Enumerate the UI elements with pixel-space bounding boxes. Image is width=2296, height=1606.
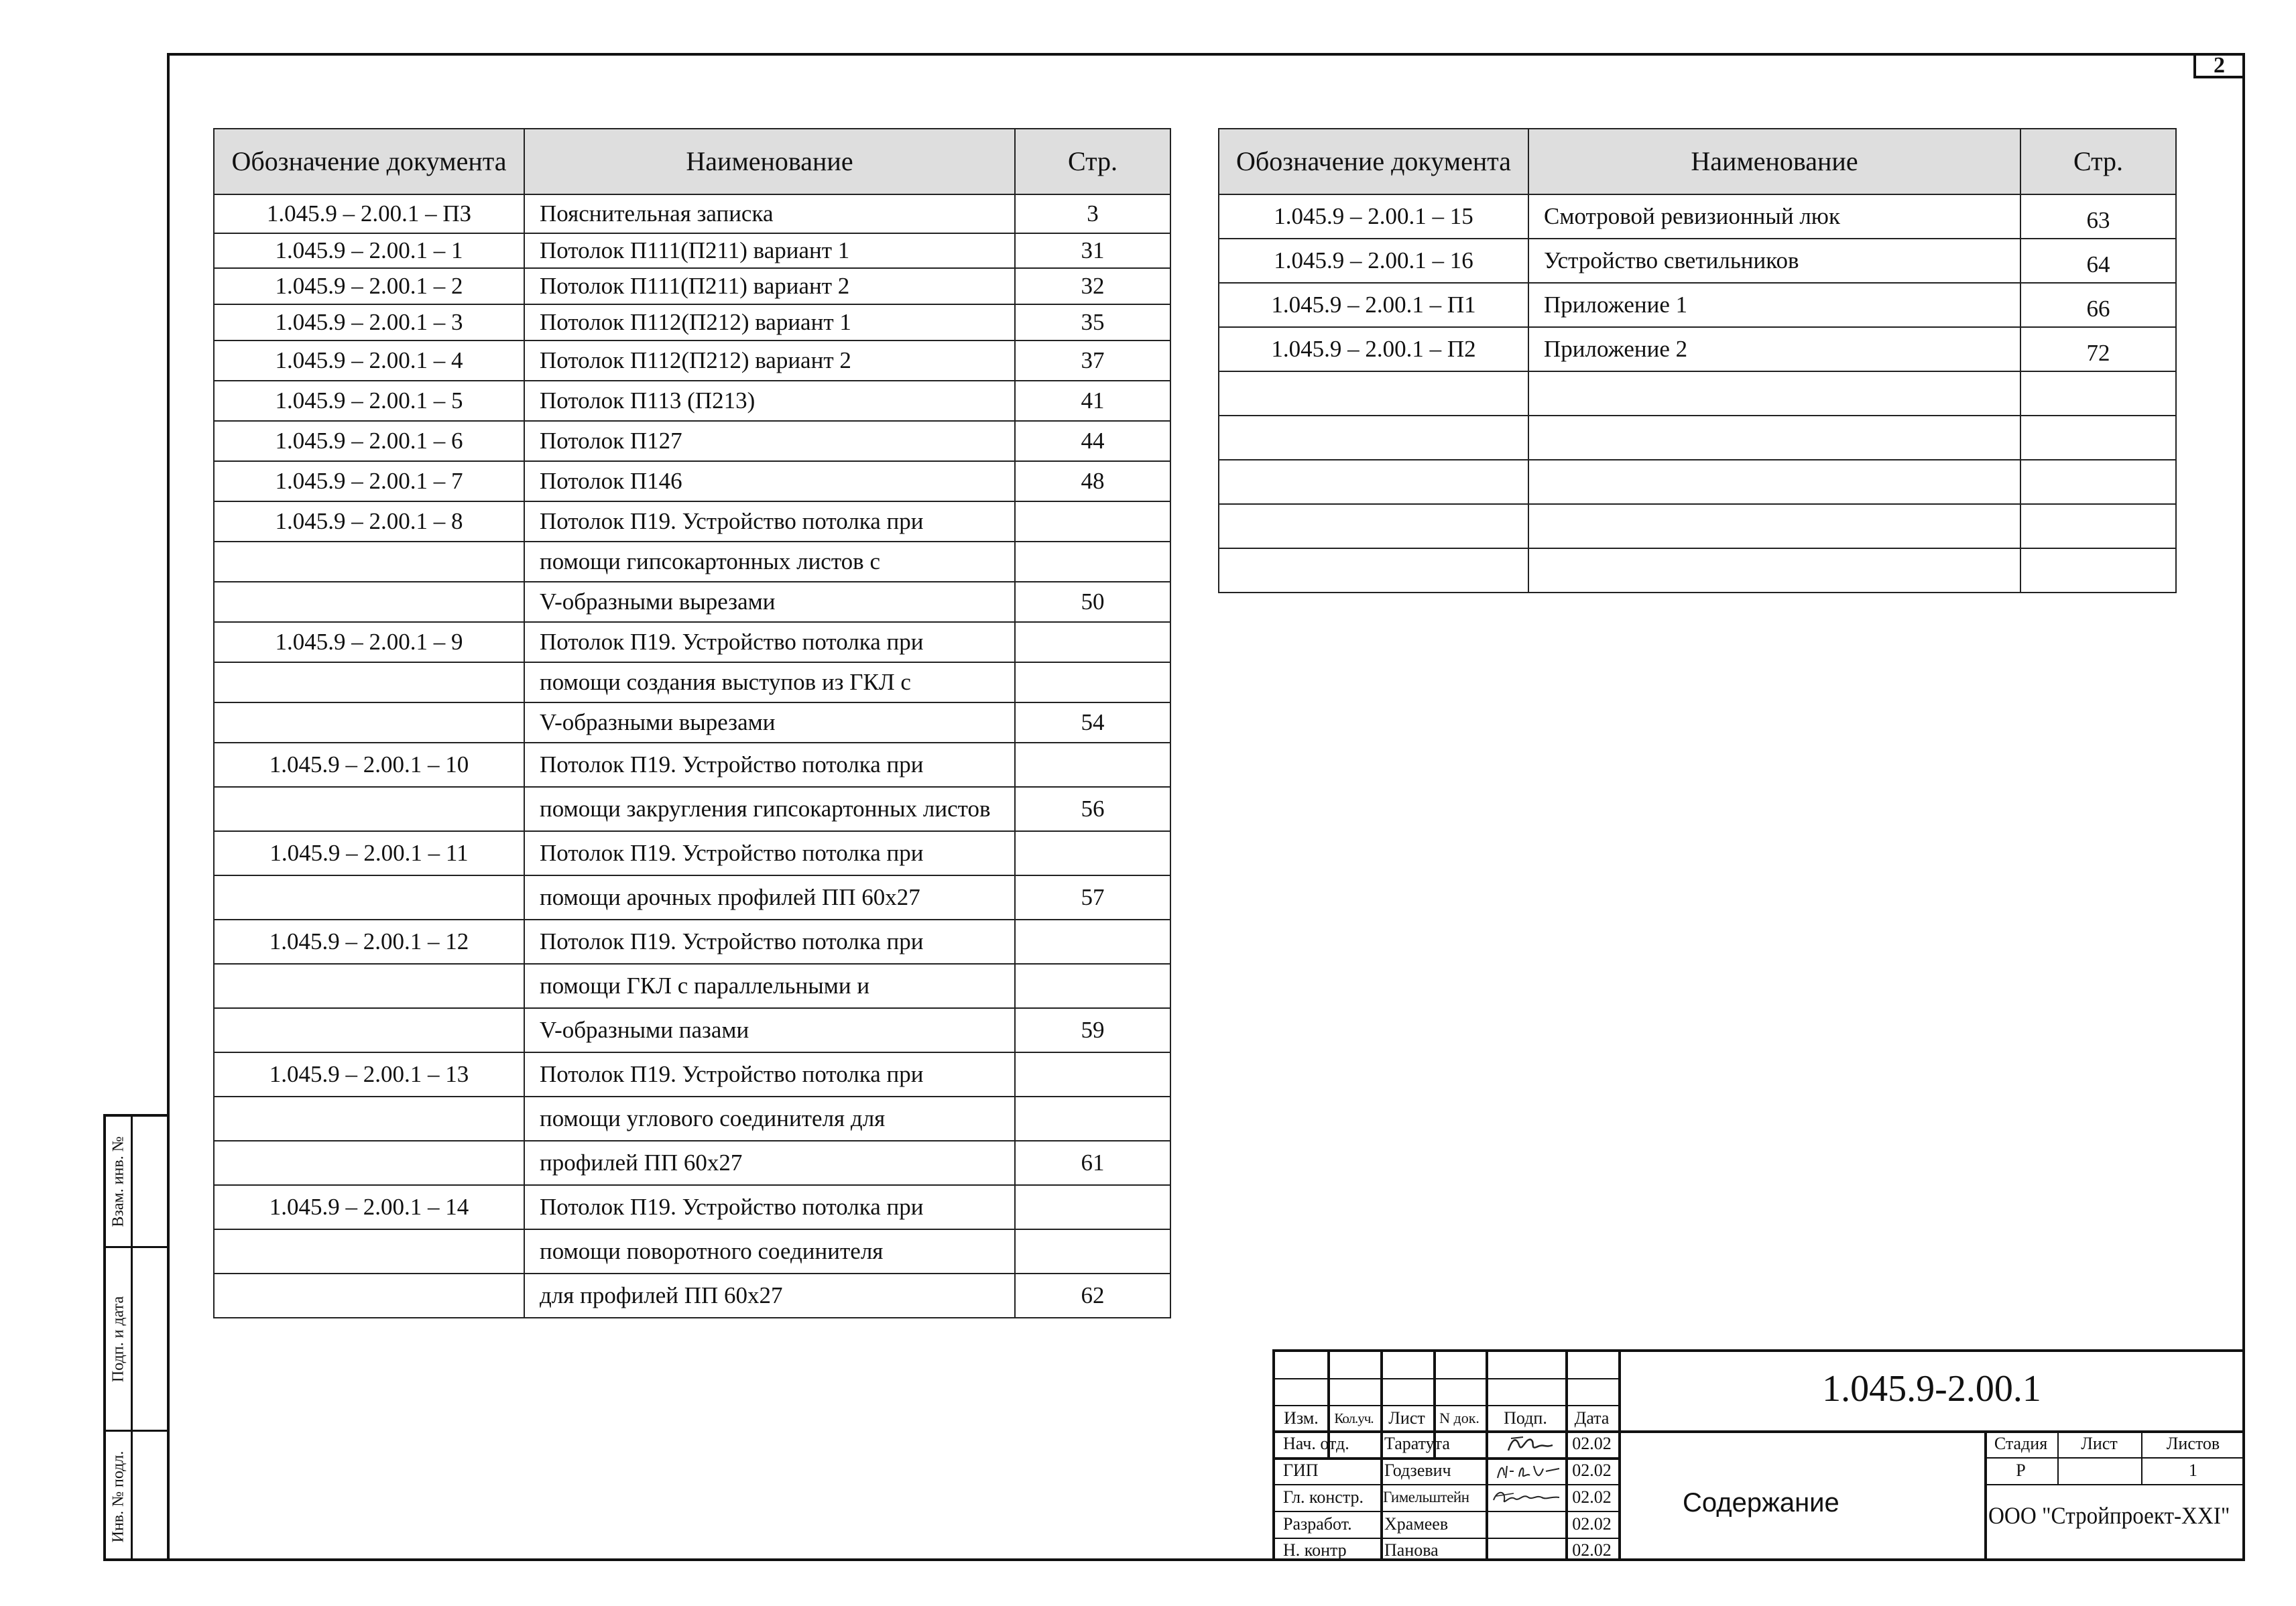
cell-name: Потолок П19. Устройство потолка при <box>524 831 1015 875</box>
cell-name <box>1528 548 2020 593</box>
cell-designation <box>214 702 524 743</box>
table-row <box>214 268 1170 304</box>
cell-page <box>1015 831 1170 875</box>
contents-table-left <box>213 128 1171 1318</box>
cell-designation: 1.045.9 – 2.00.1 – 14 <box>214 1185 524 1229</box>
table-row <box>214 421 1170 461</box>
cell-designation <box>1219 371 1528 416</box>
table-row <box>214 1008 1170 1052</box>
staff-date: 02.02 <box>1572 1487 1612 1507</box>
cell-page: 3 <box>1015 194 1170 233</box>
sheet-number: 2 <box>2193 53 2245 78</box>
staff-role: Гл. констр. <box>1283 1487 1364 1507</box>
cell-designation: 1.045.9 – 2.00.1 – ПЗ <box>214 194 524 233</box>
side-label-signature-date: Подп. и дата <box>109 1296 127 1382</box>
cell-name <box>1528 416 2020 460</box>
cell-name: помощи гипсокартонных листов с <box>524 542 1015 582</box>
cell-name: профилей ПП 60х27 <box>524 1141 1015 1185</box>
cell-page: 63 <box>2020 194 2176 239</box>
table-row <box>1219 327 2176 371</box>
cell-page: 48 <box>1015 461 1170 501</box>
cell-page <box>1015 1185 1170 1229</box>
table-row <box>214 582 1170 622</box>
staff-date: 02.02 <box>1572 1461 1612 1480</box>
cell-page <box>1015 964 1170 1008</box>
cell-designation: 1.045.9 – 2.00.1 – 5 <box>214 381 524 421</box>
cell-page: 56 <box>1015 787 1170 831</box>
cell-page <box>2020 416 2176 460</box>
cell-designation <box>1219 504 1528 548</box>
cell-page: 31 <box>1015 233 1170 268</box>
cell-designation: 1.045.9 – 2.00.1 – 16 <box>1219 239 1528 283</box>
cell-designation <box>1219 460 1528 504</box>
cell-name: Пояснительная записка <box>524 194 1015 233</box>
cell-page: 37 <box>1015 341 1170 381</box>
cell-name: Потолок П19. Устройство потолка при <box>524 743 1015 787</box>
table-row <box>214 1274 1170 1318</box>
cell-page <box>1015 1229 1170 1274</box>
organization-name: ООО "Стройпроект-XXI" <box>1988 1502 2230 1529</box>
cell-name: Потолок П19. Устройство потолка при <box>524 622 1015 662</box>
cell-designation <box>214 1008 524 1052</box>
header-page: Стр. <box>1015 129 1170 194</box>
stamp-col-data: Дата <box>1574 1408 1610 1428</box>
stage-value: Р <box>2016 1461 2026 1480</box>
cell-designation <box>214 582 524 622</box>
cell-page <box>1015 1052 1170 1097</box>
cell-page <box>1015 743 1170 787</box>
cell-name: помощи углового соединителя для <box>524 1097 1015 1141</box>
cell-name: Потолок П111(П211) вариант 2 <box>524 268 1015 304</box>
cell-designation <box>214 1274 524 1318</box>
cell-designation <box>214 787 524 831</box>
side-cell-signature-date <box>106 1248 170 1432</box>
table-row <box>214 920 1170 964</box>
table-row <box>214 964 1170 1008</box>
cell-name: Смотровой ревизионный люк <box>1528 194 2020 239</box>
cell-name: V-образными вырезами <box>524 702 1015 743</box>
table-row <box>214 1097 1170 1141</box>
table-row <box>1219 416 2176 460</box>
cell-page: 50 <box>1015 582 1170 622</box>
table-row <box>1219 283 2176 327</box>
cell-page: 32 <box>1015 268 1170 304</box>
cell-name: для профилей ПП 60х27 <box>524 1274 1015 1318</box>
title-block <box>1272 1349 2245 1561</box>
cell-page: 62 <box>1015 1274 1170 1318</box>
cell-name: помощи ГКЛ с параллельными и <box>524 964 1015 1008</box>
table-row <box>1219 371 2176 416</box>
cell-name: Потолок П113 (П213) <box>524 381 1015 421</box>
staff-date: 02.02 <box>1572 1514 1612 1534</box>
stamp-col-izm: Изм. <box>1284 1408 1319 1428</box>
cell-page: 66 <box>2020 283 2176 327</box>
cell-designation: 1.045.9 – 2.00.1 – П2 <box>1219 327 1528 371</box>
cell-designation: 1.045.9 – 2.00.1 – 7 <box>214 461 524 501</box>
table-row <box>1219 548 2176 593</box>
cell-designation <box>214 875 524 920</box>
table-row <box>214 381 1170 421</box>
cell-page: 61 <box>1015 1141 1170 1185</box>
cell-designation <box>214 1097 524 1141</box>
staff-name: Панова <box>1384 1540 1439 1560</box>
side-label-replaced-inv: Взам. инв. № <box>109 1135 127 1227</box>
cell-page: 59 <box>1015 1008 1170 1052</box>
staff-role: Нач. отд. <box>1283 1434 1349 1453</box>
table-row <box>214 622 1170 662</box>
cell-page: 44 <box>1015 421 1170 461</box>
cell-name: помощи закругления гипсокартонных листов <box>524 787 1015 831</box>
table-row <box>1219 239 2176 283</box>
cell-page <box>1015 920 1170 964</box>
table-header-row <box>1219 129 2176 194</box>
staff-role: ГИП <box>1283 1461 1319 1480</box>
cell-designation <box>214 542 524 582</box>
cell-name: Устройство светильников <box>1528 239 2020 283</box>
cell-designation: 1.045.9 – 2.00.1 – 4 <box>214 341 524 381</box>
cell-name: помощи создания выступов из ГКЛ с <box>524 662 1015 702</box>
cell-name: Потолок П127 <box>524 421 1015 461</box>
staff-date: 02.02 <box>1572 1540 1612 1560</box>
cell-name <box>1528 504 2020 548</box>
cell-name: Потолок П19. Устройство потолка при <box>524 1185 1015 1229</box>
sheets-header: Листов <box>2166 1434 2220 1453</box>
cell-name: Потолок П112(П212) вариант 1 <box>524 304 1015 341</box>
table-row <box>214 304 1170 341</box>
cell-page <box>2020 460 2176 504</box>
table-row <box>214 787 1170 831</box>
cell-page <box>1015 1097 1170 1141</box>
cell-name: помощи поворотного соединителя <box>524 1229 1015 1274</box>
header-designation: Обозначение документа <box>1219 129 1528 194</box>
table-row <box>214 233 1170 268</box>
cell-page <box>2020 504 2176 548</box>
side-label-original-inv: Инв. № подл. <box>109 1450 127 1542</box>
table-row <box>214 662 1170 702</box>
cell-page <box>2020 371 2176 416</box>
cell-page: 35 <box>1015 304 1170 341</box>
table-row <box>214 1052 1170 1097</box>
document-designation: 1.045.9-2.00.1 <box>1822 1368 2041 1410</box>
table-row <box>214 831 1170 875</box>
staff-name: Таратута <box>1384 1434 1450 1453</box>
staff-role: Н. контр <box>1283 1540 1347 1560</box>
cell-designation: 1.045.9 – 2.00.1 – 1 <box>214 233 524 268</box>
cell-name: Потолок П111(П211) вариант 1 <box>524 233 1015 268</box>
cell-designation: 1.045.9 – 2.00.1 – 11 <box>214 831 524 875</box>
cell-page: 64 <box>2020 239 2176 283</box>
header-designation: Обозначение документа <box>214 129 524 194</box>
signature-1 <box>1496 1433 1557 1456</box>
cell-designation <box>214 964 524 1008</box>
cell-page: 54 <box>1015 702 1170 743</box>
table-row <box>214 702 1170 743</box>
cell-name: Потолок П146 <box>524 461 1015 501</box>
table-row <box>214 542 1170 582</box>
signature-2 <box>1492 1459 1563 1482</box>
cell-designation <box>1219 416 1528 460</box>
table-row <box>214 743 1170 787</box>
cell-designation <box>214 1229 524 1274</box>
table-row <box>214 1229 1170 1274</box>
cell-name <box>1528 460 2020 504</box>
table-row <box>1219 194 2176 239</box>
stamp-col-list: Лист <box>1388 1408 1425 1428</box>
side-strip <box>103 1114 170 1561</box>
cell-page <box>1015 542 1170 582</box>
cell-designation: 1.045.9 – 2.00.1 – 13 <box>214 1052 524 1097</box>
table-row <box>214 341 1170 381</box>
table-row <box>214 194 1170 233</box>
cell-designation: 1.045.9 – 2.00.1 – 15 <box>1219 194 1528 239</box>
table-row <box>1219 460 2176 504</box>
cell-designation <box>214 1141 524 1185</box>
table-row <box>214 501 1170 542</box>
cell-page: 57 <box>1015 875 1170 920</box>
cell-name: Потолок П19. Устройство потолка при <box>524 1052 1015 1097</box>
sheet-header: Лист <box>2081 1434 2118 1453</box>
cell-designation: 1.045.9 – 2.00.1 – 8 <box>214 501 524 542</box>
contents-table-right <box>1218 128 2177 593</box>
side-cell-replaced-inv <box>106 1117 170 1248</box>
cell-designation: 1.045.9 – 2.00.1 – 3 <box>214 304 524 341</box>
document-title: Содержание <box>1683 1488 1839 1518</box>
table-row <box>214 1141 1170 1185</box>
cell-page: 41 <box>1015 381 1170 421</box>
cell-name: Потолок П19. Устройство потолка при <box>524 920 1015 964</box>
sheets-value: 1 <box>2189 1461 2197 1480</box>
stamp-col-n-dok: N док. <box>1439 1410 1479 1426</box>
cell-page <box>1015 622 1170 662</box>
signature-3 <box>1490 1485 1563 1508</box>
staff-name: Гимельштейн <box>1383 1489 1469 1505</box>
cell-name: Приложение 1 <box>1528 283 2020 327</box>
cell-designation: 1.045.9 – 2.00.1 – 10 <box>214 743 524 787</box>
cell-designation: 1.045.9 – 2.00.1 – П1 <box>1219 283 1528 327</box>
cell-designation <box>1219 548 1528 593</box>
cell-designation: 1.045.9 – 2.00.1 – 12 <box>214 920 524 964</box>
header-name: Наименование <box>1528 129 2020 194</box>
stamp-col-kol-uch: Кол.уч. <box>1334 1410 1374 1426</box>
stage-header: Стадия <box>1994 1434 2048 1453</box>
table-row <box>214 1185 1170 1229</box>
cell-page: 72 <box>2020 327 2176 371</box>
table-row <box>1219 504 2176 548</box>
table-row <box>214 461 1170 501</box>
cell-name: помощи арочных профилей ПП 60х27 <box>524 875 1015 920</box>
cell-name: Приложение 2 <box>1528 327 2020 371</box>
table-row <box>214 875 1170 920</box>
staff-name: Годзевич <box>1384 1461 1451 1480</box>
cell-page <box>2020 548 2176 593</box>
cell-name: V-образными вырезами <box>524 582 1015 622</box>
cell-name: Потолок П112(П212) вариант 2 <box>524 341 1015 381</box>
stamp-col-podp: Подп. <box>1504 1408 1547 1428</box>
staff-name: Храмеев <box>1384 1514 1449 1534</box>
cell-page <box>1015 501 1170 542</box>
staff-role: Разработ. <box>1283 1514 1352 1534</box>
cell-name: V-образными пазами <box>524 1008 1015 1052</box>
side-cell-original-inv <box>106 1432 170 1561</box>
table-header-row <box>214 129 1170 194</box>
cell-name: Потолок П19. Устройство потолка при <box>524 501 1015 542</box>
cell-page <box>1015 662 1170 702</box>
cell-designation: 1.045.9 – 2.00.1 – 6 <box>214 421 524 461</box>
staff-date: 02.02 <box>1572 1434 1612 1453</box>
cell-designation <box>214 662 524 702</box>
cell-designation: 1.045.9 – 2.00.1 – 9 <box>214 622 524 662</box>
header-page: Стр. <box>2020 129 2176 194</box>
cell-designation: 1.045.9 – 2.00.1 – 2 <box>214 268 524 304</box>
header-name: Наименование <box>524 129 1015 194</box>
cell-name <box>1528 371 2020 416</box>
